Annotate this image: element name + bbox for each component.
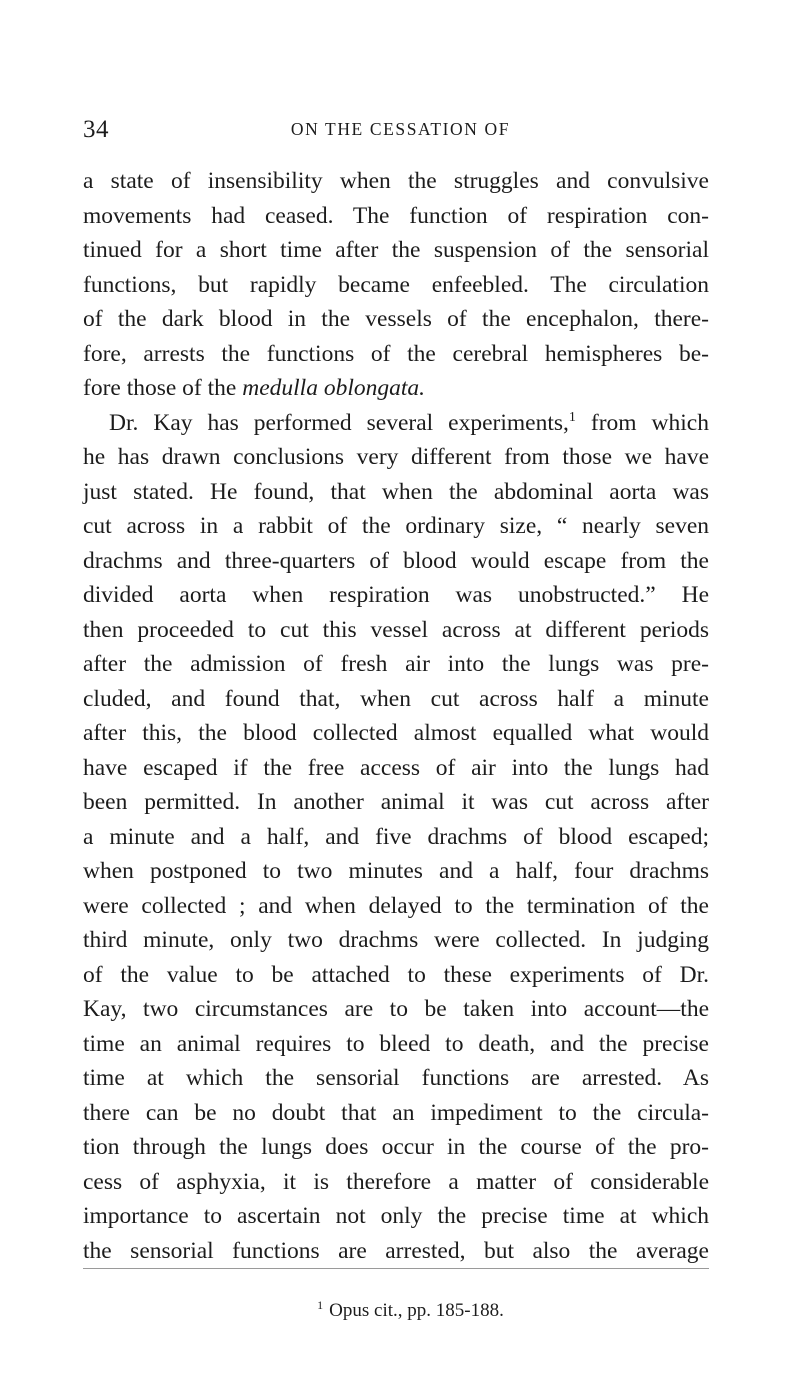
body-text [83, 164, 709, 1268]
page-header [83, 116, 708, 144]
footnote [0, 1300, 801, 1322]
text-line: third minute, only two drachms were collected. In judging [83, 927, 709, 953]
footnote-reference[interactable]: 1 [568, 409, 576, 425]
text-line: just stated. He found, that when the abdominal aorta was [83, 478, 709, 505]
text-line: a state of insensibility when the struggles and convulsive [83, 168, 709, 194]
text-line: of the dark blood in the vessels of the encephalon, there- [83, 306, 709, 332]
text-line: have escaped if the free access of air into the lungs had [83, 754, 709, 781]
text-line: been permitted. In another animal it was cut across after [83, 789, 709, 815]
text-line: when postponed to two minutes and a half, four drachms [83, 858, 709, 884]
text-line-start: Dr. Kay has performed several experiments, [109, 409, 569, 436]
text-line: tion through the lungs does occur in the course of the pro- [83, 1134, 709, 1160]
text-line-paragraph-start [83, 406, 709, 441]
text-line: a minute and a half, and five drachms of blood escaped; [83, 823, 709, 850]
text-line-tail: from which [575, 409, 709, 436]
text-line: there can be no doubt that an impediment to the circula- [83, 1099, 709, 1126]
text-line: were collected ; and when delayed to the termination of the [83, 892, 709, 919]
text-line: drachms and three-quarters of blood would escape from the [83, 547, 709, 574]
text-line: of the value to be attached to these experiments of Dr. [83, 961, 709, 988]
text-line: cluded, and found that, when cut across half a minute [83, 685, 709, 712]
text-line: cess of asphyxia, it is therefore a matter of considerable [83, 1168, 709, 1195]
text-line: then proceeded to cut this vessel across at different periods [83, 616, 709, 643]
footnote-divider [83, 1268, 709, 1269]
page-number: 34 [83, 116, 109, 143]
text-line-paragraph-end [83, 371, 709, 406]
footnote-marker: 1 [317, 1298, 324, 1312]
text-line: divided aorta when respiration was unobstructed.” He [83, 582, 709, 608]
text-line-start: fore those of the [83, 375, 243, 401]
running-head: ON THE CESSATION OF [290, 119, 511, 139]
footnote-text: Opus cit., pp. 185-188. [329, 1300, 504, 1321]
text-line: importance to ascertain not only the precise time at which [83, 1203, 709, 1229]
text-line: after the admission of fresh air into the lungs was pre- [83, 651, 709, 677]
text-line: cut across in a rabbit of the ordinary size, “ nearly seven [83, 513, 709, 539]
text-line: he has drawn conclusions very different from those we have [83, 444, 709, 470]
text-line: the sensorial functions are arrested, but also the average [83, 1237, 709, 1264]
italic-term: medulla oblongata. [242, 375, 426, 401]
text-line: after this, the blood collected almost equalled what would [83, 720, 709, 746]
text-line: tinued for a short time after the suspension of the sensorial [83, 237, 709, 263]
text-line: movements had ceased. The function of respiration con- [83, 202, 709, 229]
text-line: fore, arrests the functions of the cerebral hemispheres be- [83, 340, 709, 367]
text-line: time an animal requires to bleed to death, and the precise [83, 1030, 709, 1057]
text-line: time at which the sensorial functions are arrested. As [83, 1065, 709, 1091]
text-line: functions, but rapidly became enfeebled. The circulation [83, 271, 709, 298]
text-line: Kay, two circumstances are to be taken into account—the [83, 996, 709, 1022]
